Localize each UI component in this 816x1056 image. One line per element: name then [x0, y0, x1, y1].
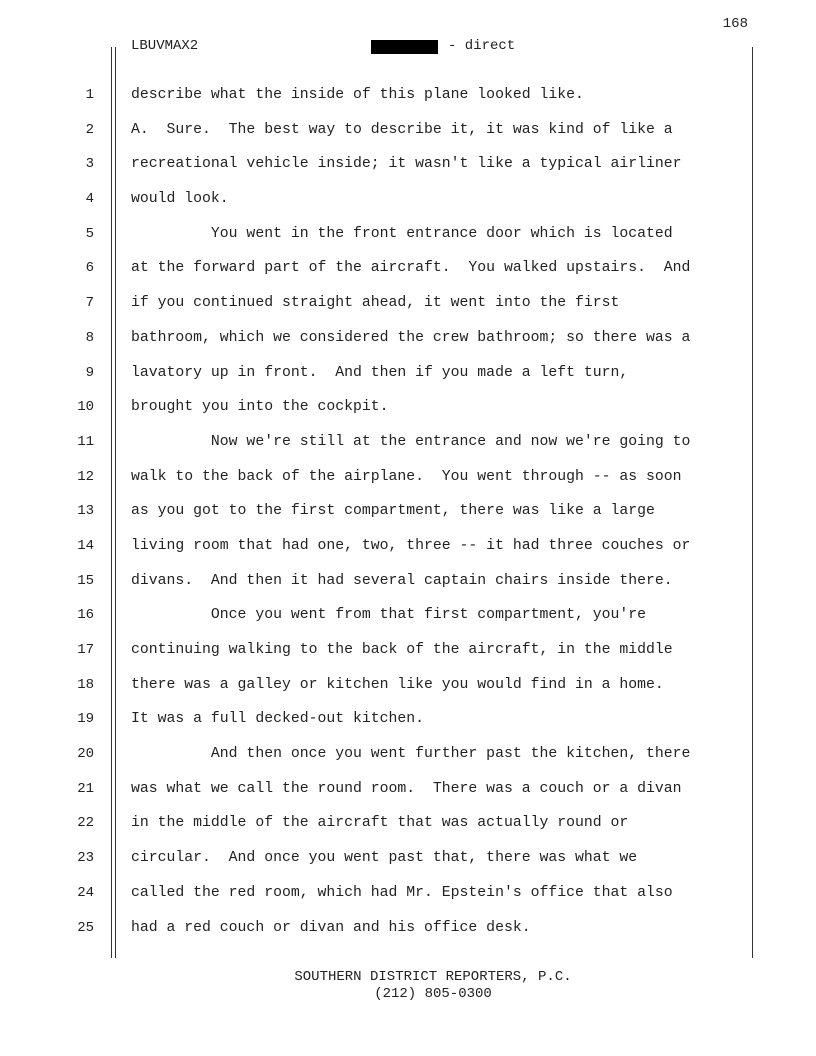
footer-reporter-name: SOUTHERN DISTRICT REPORTERS, P.C. [294, 969, 572, 985]
header-examination: - direct [448, 38, 516, 54]
line-number: 10 [77, 399, 94, 416]
transcript-line: in the middle of the aircraft that was actually round or [131, 815, 629, 832]
line-number: 23 [77, 850, 94, 867]
line-number: 13 [77, 503, 94, 520]
transcript-line: living room that had one, two, three -- it had three couches or [131, 537, 691, 554]
transcript-line: continuing walking to the back of the aircraft, in the middle [131, 642, 673, 658]
footer-phone: (212) 805-0300 [374, 986, 492, 1002]
header-code: LBUVMAX2 [131, 38, 199, 54]
line-number: 3 [85, 156, 94, 173]
transcript-line: You went in the front entrance door which is located [131, 225, 673, 242]
transcript-line: called the red room, which had Mr. Epstein's office that also [131, 884, 673, 901]
transcript-line: as you got to the first compartment, there was like a large [131, 503, 655, 520]
line-number: 19 [77, 711, 94, 728]
line-number: 15 [77, 572, 94, 589]
transcript-line: And then once you went further past the kitchen, there [131, 746, 691, 763]
line-number: 18 [77, 676, 94, 693]
transcript-line: if you continued straight ahead, it went into the first [131, 295, 620, 312]
transcript-line: A. Sure. The best way to describe it, it was kind of like a [131, 121, 673, 138]
line-number: 22 [77, 815, 94, 832]
transcript-line: walk to the back of the airplane. You went through -- as soon [131, 468, 682, 485]
transcript-line: lavatory up in front. And then if you made a left turn, [131, 364, 629, 381]
left-margin-rule-outer [111, 47, 112, 958]
transcript-line: there was a galley or kitchen like you would find in a home. [131, 676, 664, 693]
transcript-line: bathroom, which we considered the crew bathroom; so there was a [131, 329, 691, 346]
page-number: 168 [722, 16, 748, 32]
line-number: 14 [77, 537, 94, 554]
line-number: 21 [77, 780, 94, 797]
transcript-line: brought you into the cockpit. [131, 399, 389, 416]
transcript-line: would look. [131, 191, 229, 208]
right-margin-rule [752, 47, 753, 958]
transcript-line: at the forward part of the aircraft. You walked upstairs. And [131, 260, 691, 277]
line-number: 4 [85, 191, 94, 208]
transcript-line: describe what the inside of this plane looked like. [131, 87, 584, 103]
line-number: 12 [77, 468, 94, 485]
line-number: 5 [85, 225, 94, 242]
transcript-line: Now we're still at the entrance and now we're going to [131, 433, 691, 450]
transcript-line: recreational vehicle inside; it wasn't like a typical airliner [131, 156, 682, 173]
transcript-line: circular. And once you went past that, there was what we [131, 850, 638, 867]
transcript-line: divans. And then it had several captain chairs inside there. [131, 572, 673, 589]
left-margin-rule-inner [115, 47, 116, 958]
transcript-body [131, 80, 746, 947]
line-number: 9 [85, 364, 94, 381]
line-number: 7 [85, 295, 94, 312]
line-number-column [60, 80, 94, 947]
line-number: 16 [77, 607, 94, 624]
redaction-box [371, 40, 438, 54]
transcript-line: Once you went from that first compartment, you're [131, 607, 647, 624]
line-number: 8 [85, 329, 94, 346]
line-number: 6 [85, 260, 94, 277]
transcript-line: was what we call the round room. There was a couch or a divan [131, 780, 682, 797]
transcript-line: had a red couch or divan and his office desk. [131, 919, 531, 936]
line-number: 25 [77, 919, 94, 936]
line-number: 17 [77, 642, 94, 658]
line-number: 24 [77, 884, 94, 901]
line-number: 2 [85, 121, 94, 138]
line-number: 1 [85, 87, 94, 103]
line-number: 20 [77, 746, 94, 763]
line-number: 11 [77, 433, 94, 450]
transcript-line: It was a full decked-out kitchen. [131, 711, 425, 728]
